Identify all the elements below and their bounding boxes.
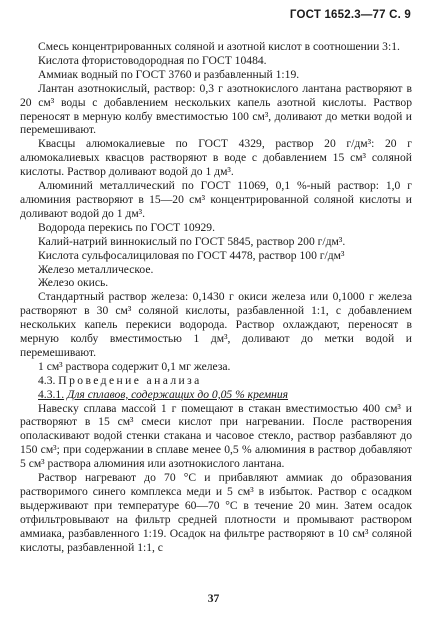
paragraph: Аммиак водный по ГОСТ 3760 и разбавленный 1:19. [38,67,300,81]
paragraph: Квасцы алюмокалиевые по ГОСТ 4329, раствор 20 г/дм³: 20 г алюмокалиевых квасцов растворяют в воде с добавлением 15 см³ соляной кислоты. Раствор доливают водой до 1 дм³. [20,137,412,179]
paragraph: Кислота фтористоводородная по ГОСТ 10484. [38,53,267,67]
subsection-number: 4.3.1. [38,387,65,401]
subsection-title: Для сплавов, содержащих до 0,05 % кремния [67,387,289,401]
section-heading [20,374,412,388]
paragraph: Раствор нагревают до 70 °С и прибавляют аммиак до образования растворимого синего комплекса меди и 5 см³ в избыток. Раствор с осадком выдерживают при температуре 60—70 °С в течение 20 мин. Затем осадок отфильтровывают на фильтр средней плотности и промывают раствором аммиака, разбавленного 1:19. Осадок на фильтре растворяют в 10 см³ соляной кислоты, разбавленной 1:1, с [20,471,412,554]
page-number: 37 [207,592,220,605]
document-body [20,40,412,555]
paragraph: Стандартный раствор железа: 0,1430 г окиси железа или 0,1000 г железа растворяют в 30 см³ соляной кислоты, разбавленной 1:1, с добавлением нескольких капель перекиси водорода. Раствор охлаждают, переносят в мерную колбу вместимостью 1 дм³, доливают до метки водой и перемешивают. [20,290,412,359]
page-header: ГОСТ 1652.3—77 С. 9 [289,9,411,21]
paragraph: Железо металлическое. [38,262,154,276]
paragraph: Лантан азотнокислый, раствор: 0,3 г азотнокислого лантана растворяют в 20 см³ воды с добавлением нескольких капель азотной кислоты. Раствор переносят в мерную колбу вместимостью 100 см³, доливают до метки водой и перемешивают. [20,81,412,137]
paragraph: Водорода перекись по ГОСТ 10929. [38,220,215,234]
paragraph: Калий-натрий виннокислый по ГОСТ 5845, раствор 200 г/дм³. [38,234,346,248]
paragraph: Смесь концентрированных соляной и азотной кислот в соотношении 3:1. [38,40,400,53]
section-title: Проведение анализа [58,373,202,387]
paragraph: Кислота сульфосалициловая по ГОСТ 4478, раствор 100 г/дм³ [38,248,345,262]
section-number: 4.3. [38,373,56,387]
paragraph: Алюминий металлический по ГОСТ 11069, 0,1 %-ный раствор: 1,0 г алюминия растворяют в 15—20 см³ концентрированной соляной кислоты и доливают водой до 1 дм³. [20,179,412,220]
paragraph: 1 см³ раствора содержит 0,1 мг железа. [38,359,231,373]
subsection-heading [20,388,412,402]
paragraph: Навеску сплава массой 1 г помещают в стакан вместимостью 400 см³ и растворяют в 15 см³ смеси кислот при нагревании. После растворения ополаскивают водой стенки стакана и часовое стекло, раствор разбавляют до 150 см³; при содержании в сплаве менее 0,5 % алюминия в раствор добавляют 5 см³ раствора алюминия или азотнокислого лантана. [20,401,412,471]
paragraph: Железо окись. [38,276,109,290]
